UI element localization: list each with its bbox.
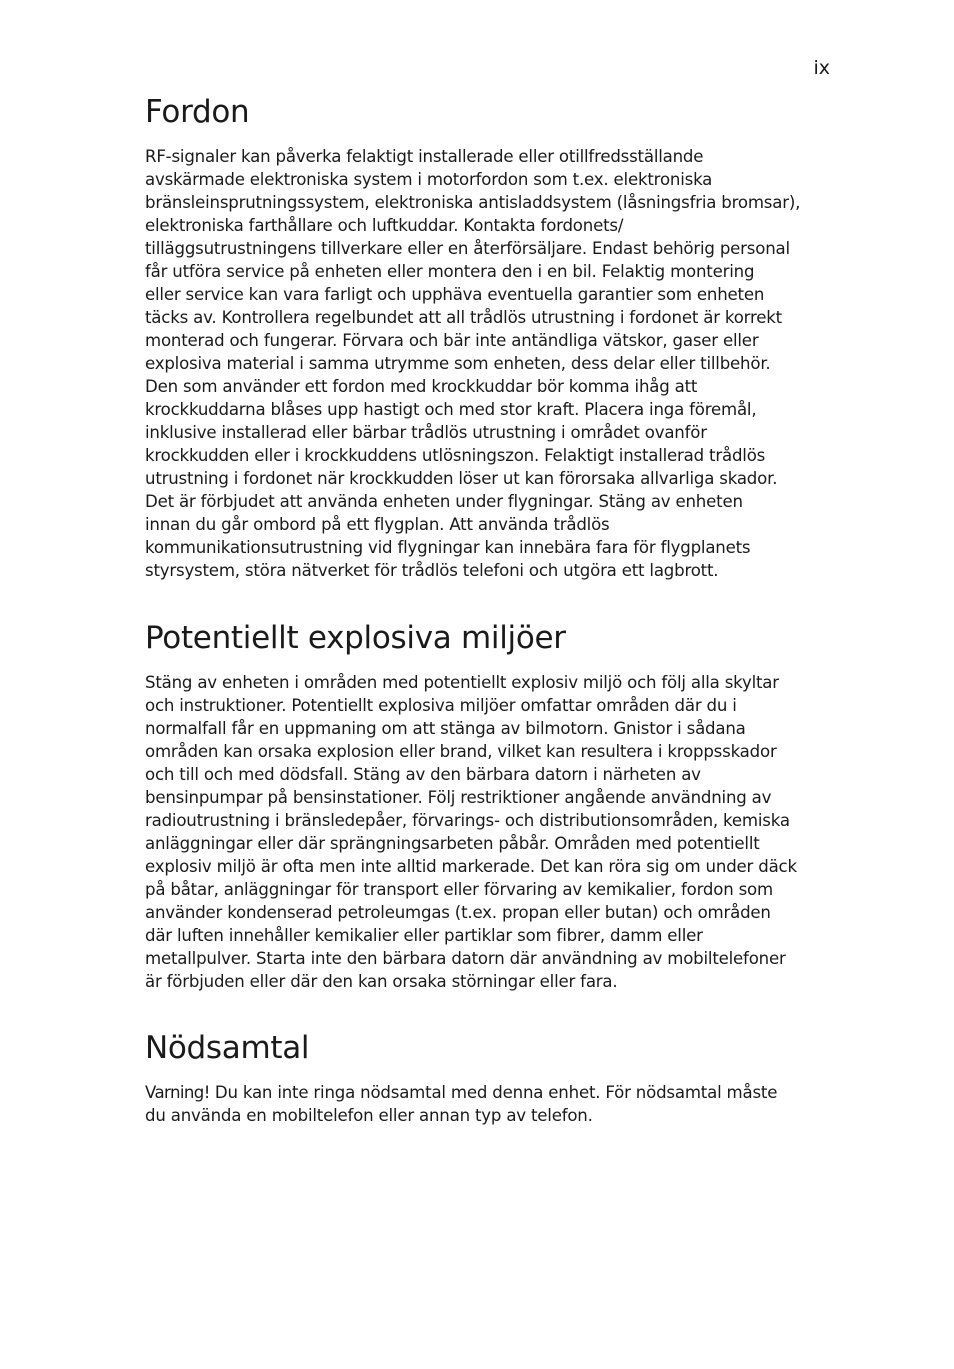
text-line: på båtar, anläggningar för transport eller förvaring av kemikalier, fordon som — [145, 880, 773, 899]
text-line: bränsleinsprutningssystem, elektroniska antisladdsystem (låsningsfria bromsar), — [145, 193, 801, 212]
page-number: ix — [813, 57, 830, 79]
text-line: kommunikationsutrustning vid flygningar kan innebära fara för flygplanets — [145, 538, 751, 557]
text-line: styrsystem, störa nätverket för trådlös telefoni och utgöra ett lagbrott. — [145, 561, 719, 580]
text-line: eller service kan vara farligt och upphäva eventuella garantier som enheten — [145, 285, 765, 304]
text-line: där luften innehåller kemikalier eller partiklar som fibrer, damm eller — [145, 926, 703, 945]
text-line: metallpulver. Starta inte den bärbara datorn där användning av mobiltelefoner — [145, 949, 786, 968]
text-line: tilläggsutrustningens tillverkare eller en återförsäljare. Endast behörig personal — [145, 239, 790, 258]
text-line: RF-signaler kan påverka felaktigt installerade eller otillfredsställande — [145, 147, 704, 166]
text-line: får utföra service på enheten eller montera den i en bil. Felaktig montering — [145, 262, 755, 281]
text-line: använder kondenserad petroleumgas (t.ex. propan eller butan) och områden — [145, 903, 771, 922]
text-line: täcks av. Kontrollera regelbundet att all trådlös utrustning i fordonet är korrekt — [145, 308, 782, 327]
text-line: du använda en mobiltelefon eller annan typ av telefon. — [145, 1106, 593, 1125]
text-line — [145, 1081, 835, 1104]
text-line: är förbjuden eller där den kan orsaka störningar eller fara. — [145, 972, 618, 991]
text-line: monterad och fungerar. Förvara och bär inte antändliga vätskor, gaser eller — [145, 331, 759, 350]
section-body-nodsamtal — [145, 1081, 835, 1127]
text-line: och till och med dödsfall. Stäng av den bärbara datorn i närheten av — [145, 765, 701, 784]
warning-label: Varning! — [145, 1083, 210, 1102]
text-line: innan du går ombord på ett flygplan. Att använda trådlös — [145, 515, 610, 534]
text-line: explosiv miljö är ofta men inte alltid markerade. Det kan röra sig om under däck — [145, 857, 797, 876]
text-line: utrustning i fordonet när krockkudden löser ut kan förorsaka allvarliga skador. — [145, 469, 778, 488]
text-line: områden kan orsaka explosion eller brand, vilket kan resultera i kroppsskador — [145, 742, 777, 761]
text-line: avskärmade elektroniska system i motorfordon som t.ex. elektroniska — [145, 170, 713, 189]
text-line: Det är förbjudet att använda enheten under flygningar. Stäng av enheten — [145, 492, 743, 511]
warning-text: Du kan inte ringa nödsamtal med denna enhet. För nödsamtal måste — [209, 1083, 778, 1102]
section-body-explosiva-miljoer — [145, 671, 835, 993]
text-line: Stäng av enheten i områden med potentiellt explosiv miljö och följ alla skyltar — [145, 673, 779, 692]
text-line: Den som använder ett fordon med krockkuddar bör komma ihåg att — [145, 377, 698, 396]
text-line: normalfall får en uppmaning om att stänga av bilmotorn. Gnistor i sådana — [145, 719, 746, 738]
text-line: bensinpumpar på bensinstationer. Följ restriktioner angående användning av — [145, 788, 772, 807]
section-body-fordon — [145, 145, 835, 582]
text-line: inklusive installerad eller bärbar trådlös utrustning i området ovanför — [145, 423, 707, 442]
section-heading-explosiva-miljoer: Potentiellt explosiva miljöer — [145, 620, 566, 656]
text-line: explosiva material i samma utrymme som enheten, dess delar eller tillbehör. — [145, 354, 771, 373]
text-line: och instruktioner. Potentiellt explosiva miljöer omfattar områden där du i — [145, 696, 737, 715]
text-line: radioutrustning i bränsledepåer, förvarings- och distributionsområden, kemiska — [145, 811, 790, 830]
text-line: elektroniska farthållare och luftkuddar. Kontakta fordonets/ — [145, 216, 624, 235]
text-line: krockkuddarna blåses upp hastigt och med stor kraft. Placera inga föremål, — [145, 400, 757, 419]
text-line: krockkudden eller i krockkuddens utlösningszon. Felaktigt installerad trådlös — [145, 446, 766, 465]
section-heading-fordon: Fordon — [145, 94, 250, 130]
text-line: anläggningar eller där sprängningsarbeten påbår. Områden med potentiellt — [145, 834, 760, 853]
section-heading-nodsamtal: Nödsamtal — [145, 1030, 310, 1066]
